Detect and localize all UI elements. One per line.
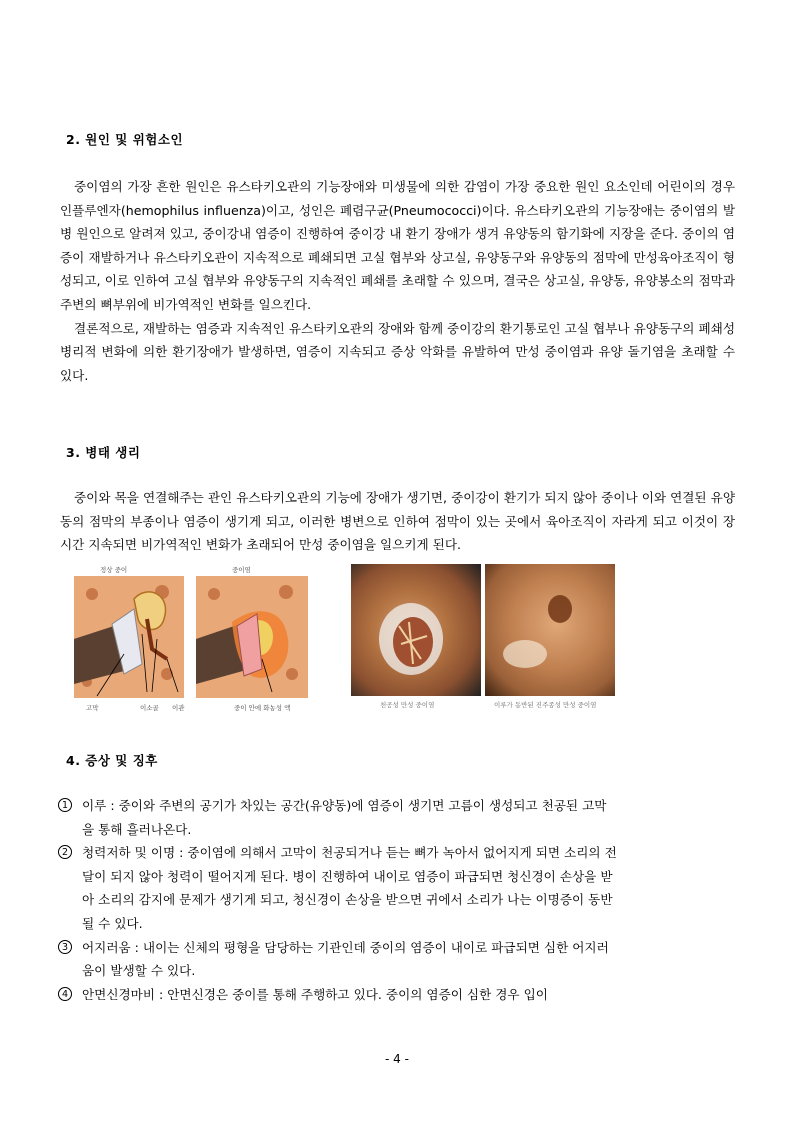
figure-label-normal: 정상 중이 bbox=[100, 566, 128, 574]
figure-label-eustachian: 이관 bbox=[172, 704, 185, 712]
paragraph: 중이와 목을 연결해주는 관인 유스타키오관의 기능에 장애가 생기면, 중이강이 환기가 되지 않아 중이나 이와 연결된 유양동의 점막의 부종이나 염증이 생기게 되고, 이러한 병변으로 인하여 점막이 있는 곳에서 육아조직이 자라게 되고 이것이 장시간 지속되면 비가역적인 변화가 초래되어 만성 중이염을 일으키게 된다. bbox=[60, 490, 735, 553]
perforation-drawing bbox=[351, 564, 481, 696]
item-text: 안면신경마비 : 안면신경은 중이를 통해 주행하고 있다. 중이의 염증이 심한 경우 입이 bbox=[82, 986, 548, 1002]
photo-caption-1: 천공성 만성 중이염 bbox=[380, 701, 435, 709]
section-2-heading: 2. 원인 및 위험소인 bbox=[66, 132, 184, 147]
ear-anatomy-illustration bbox=[72, 564, 310, 716]
list-item bbox=[58, 841, 618, 935]
section-2-body bbox=[60, 175, 735, 387]
paragraph: 중이염의 가장 흔한 원인은 유스타키오관의 기능장애와 미생물에 의한 감염이 가장 중요한 원인 요소인데 어린이의 경우 인플루엔자(hemophilus influenza)이고, 성인은 폐렴구균(Pneumococci)이다. 유스타키오관의 기능장애는 중이염의 발병 원인으로 알려져 있고, 중이강내 염증이 진행하여 중이강 내 환기 장애가 생겨 유양동의 함기화에 지장을 준다. 중이의 염증이 재발하거나 유스타키오관이 지속적으로 폐쇄되면 고실 협부와 상고실, 유양동구와 유양동의 점막에 만성육아조직이 형성되고, 이로 인하여 고실 협부와 유양동구의 지속적인 폐쇄를 초래할 수 있으며, 결국은 상고실, 유양동, 유양봉소의 점막과 주변의 뼈부위에 비가역적인 변화를 일으킨다. bbox=[60, 179, 735, 312]
item-number: 4 bbox=[58, 987, 72, 1001]
section-3-body bbox=[60, 486, 735, 557]
item-text: 이루 : 중이와 주변의 공기가 차있는 공간(유양동)에 염증이 생기면 고름이 생성되고 천공된 고막을 통해 흘러나온다. bbox=[82, 798, 607, 837]
list-item bbox=[58, 936, 618, 983]
figure-label-otitis: 중이염 bbox=[232, 566, 251, 574]
list-item bbox=[58, 794, 618, 841]
endoscopy-photo-cholesteatoma bbox=[485, 564, 615, 696]
item-number: 2 bbox=[58, 845, 72, 859]
section-3-heading: 3. 병태 생리 bbox=[66, 445, 141, 460]
section-4-heading: 4. 증상 및 징후 bbox=[66, 753, 158, 768]
paragraph: 결론적으로, 재발하는 염증과 지속적인 유스타키오관의 장애와 함께 중이강의 환기통로인 고실 협부나 유양동구의 폐쇄성 병리적 변화에 의한 환기장애가 발생하면, 염증이 지속되고 증상 악화를 유발하여 만성 중이염과 유양 돌기염을 초래할 수 있다. bbox=[60, 320, 735, 383]
item-number: 3 bbox=[58, 940, 72, 954]
ear-anatomy-drawing bbox=[72, 564, 310, 716]
cholesteatoma-drawing bbox=[485, 564, 615, 696]
endoscopy-photo-perforation bbox=[351, 564, 481, 696]
page-number: - 4 - bbox=[385, 1052, 409, 1066]
figure-label-eardrum: 고막 bbox=[86, 704, 99, 712]
item-text: 청력저하 및 이명 : 중이염에 의해서 고막이 천공되거나 듣는 뼈가 녹아서 없어지게 되면 소리의 전달이 되지 않아 청력이 떨어지게 된다. 병이 진행하여 내이로 염증이 파급되면 청신경이 손상을 받아 소리의 감지에 문제가 생기게 되고, 청신경이 손상을 받으면 귀에서 소리가 나는 이명증이 동반될 수 있다. bbox=[82, 845, 617, 931]
list-item bbox=[58, 983, 618, 1007]
figure-label-ossicles: 이소골 bbox=[140, 704, 159, 712]
figure-label-fluid: 중이 안에 화농성 액 bbox=[234, 704, 291, 712]
photo-caption-2: 이루가 동반된 진주종성 만성 중이염 bbox=[494, 701, 597, 709]
item-text: 어지러움 : 내이는 신체의 평형을 담당하는 기관인데 중이의 염증이 내이로 파급되면 심한 어지러움이 발생할 수 있다. bbox=[82, 939, 609, 979]
item-number: 1 bbox=[58, 798, 72, 812]
symptom-list bbox=[58, 794, 618, 1006]
